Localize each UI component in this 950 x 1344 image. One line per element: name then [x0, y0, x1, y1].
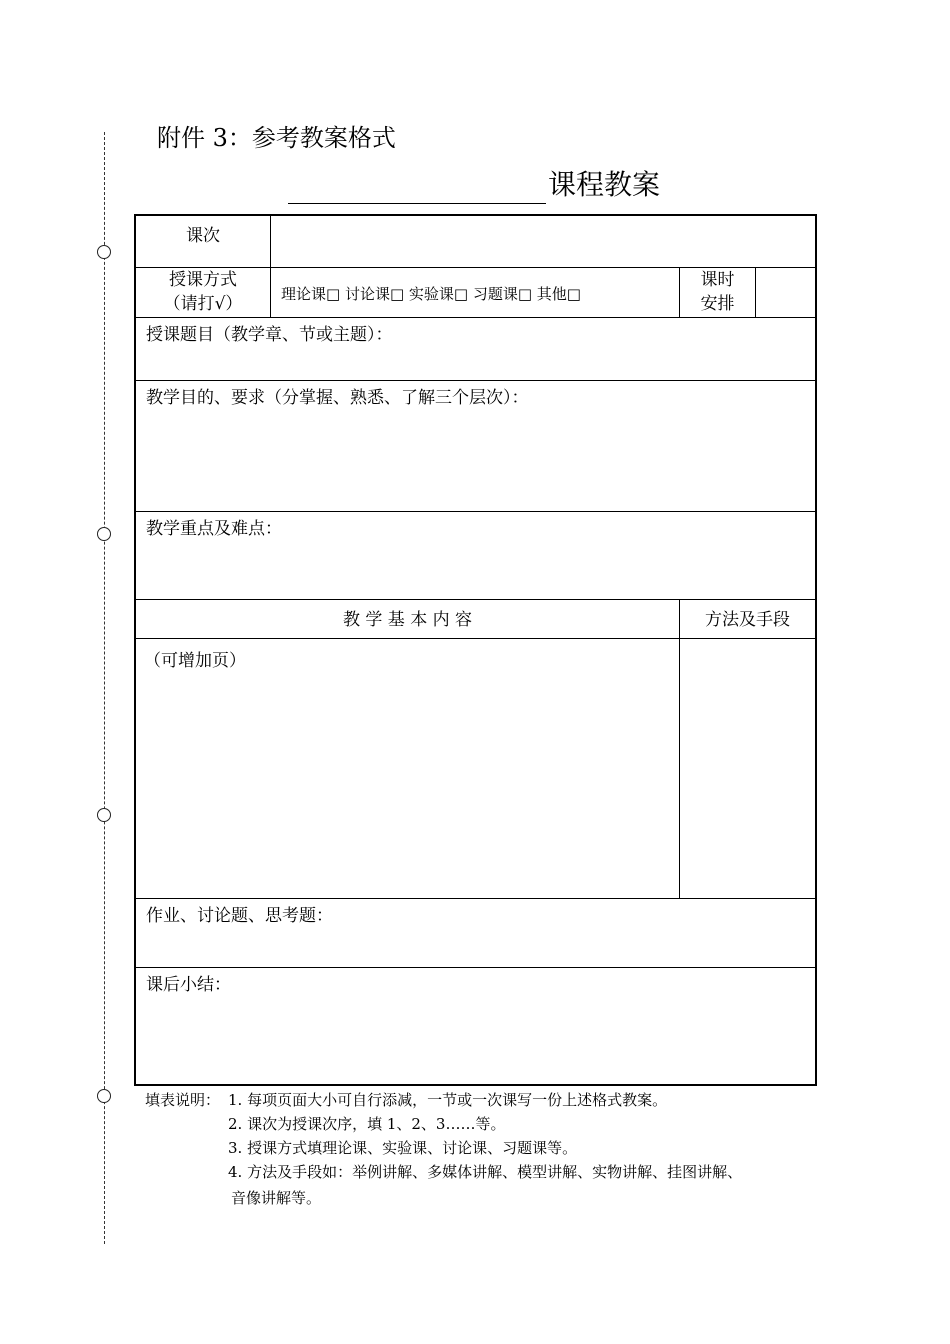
notes-intro: 填表说明： [145, 1091, 221, 1109]
teaching-mode-options[interactable]: 理论课□ 讨论课□ 实验课□ 习题课□ 其他□ [281, 285, 581, 303]
lesson-no-label: 课次 [186, 226, 220, 246]
key-points-field[interactable] [136, 544, 815, 598]
topic-field[interactable] [136, 350, 815, 380]
homework-field[interactable] [136, 930, 815, 967]
binding-dashed-line [104, 132, 105, 1244]
objectives-label: 教学目的、要求（分掌握、熟悉、了解三个层次）： [146, 388, 529, 408]
row-divider [136, 380, 815, 381]
note-item-4-cont: 音像讲解等。 [231, 1189, 322, 1207]
row-divider [136, 599, 815, 600]
course-name-blank-line[interactable] [288, 203, 546, 204]
teaching-mode-hint: （请打√） [163, 294, 243, 314]
note-item-1: 1. 每项页面大小可自行添减，一节或一次课写一份上述格式教案。 [228, 1091, 668, 1109]
class-hours-label: 课时 [700, 270, 735, 290]
row-divider [136, 511, 815, 512]
methods-field[interactable] [680, 639, 815, 898]
summary-label: 课后小结： [146, 975, 231, 995]
binding-hole-1 [97, 245, 111, 259]
doc-title: 课程教案 [548, 168, 661, 201]
objectives-field[interactable] [136, 414, 815, 510]
attachment-title: 附件 3：参考教案格式 [157, 124, 396, 152]
basic-content-field[interactable] [136, 676, 679, 898]
class-hours-label-2: 安排 [700, 294, 735, 314]
row-divider [136, 317, 815, 318]
homework-label: 作业、讨论题、思考题： [146, 906, 333, 926]
lesson-plan-table [134, 214, 817, 1086]
summary-field[interactable] [136, 1000, 815, 1084]
row-divider [136, 898, 815, 899]
basic-content-header: 教 学 基 本 内 容 [342, 610, 473, 630]
binding-hole-3 [97, 808, 111, 822]
topic-label: 授课题目（教学章、节或主题）： [146, 325, 393, 345]
class-hours-field[interactable] [756, 268, 815, 317]
row-divider [136, 967, 815, 968]
note-item-4: 4. 方法及手段如：举例讲解、多媒体讲解、模型讲解、实物讲解、挂图讲解、 [228, 1163, 743, 1181]
note-item-3: 3. 授课方式填理论课、实验课、讨论课、习题课等。 [228, 1139, 578, 1157]
teaching-mode-label: 授课方式 [169, 270, 237, 290]
binding-hole-4 [97, 1089, 111, 1103]
key-points-label: 教学重点及难点： [146, 519, 282, 539]
note-item-2: 2. 课次为授课次序，填 1、2、3……等。 [228, 1115, 506, 1133]
methods-header: 方法及手段 [705, 610, 790, 630]
lesson-no-field[interactable] [271, 216, 815, 266]
binding-hole-2 [97, 527, 111, 541]
add-pages-note: （可增加页） [144, 651, 246, 671]
